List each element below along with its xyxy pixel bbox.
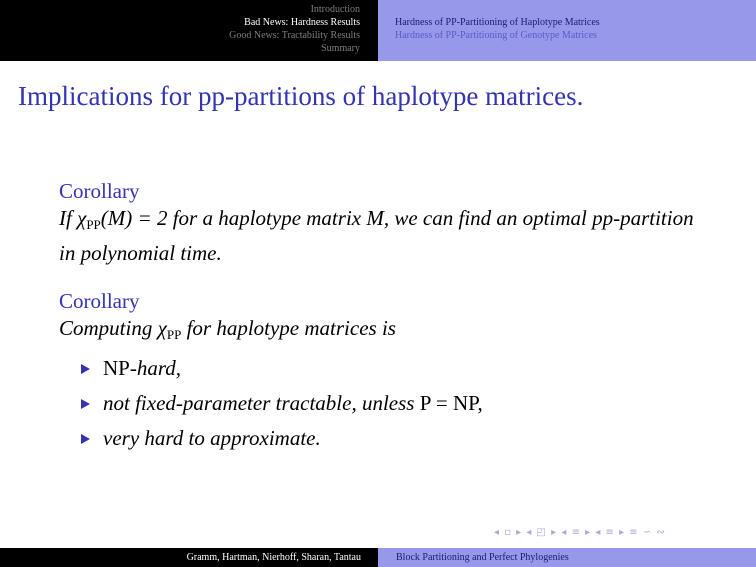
footer-authors: Gramm, Hartman, Nierhoff, Sharan, Tantau [0, 548, 378, 567]
corollary-text: If [59, 206, 78, 230]
nav-section-bad-news[interactable]: Bad News: Hardness Results [244, 17, 360, 28]
list-item [59, 386, 699, 421]
chi-subscript: PP [86, 217, 101, 232]
footline [0, 548, 756, 567]
corollary-title: Corollary [59, 289, 140, 313]
item-text: not fixed-parameter tractable, unless [103, 391, 420, 415]
chi-subscript: PP [166, 327, 182, 342]
chi-symbol: χ [157, 316, 167, 340]
item-text-upright: P = NP, [419, 391, 483, 415]
corollary-body [59, 204, 699, 268]
corollary-formula: (M) = 2 [100, 206, 168, 230]
item-text-upright: NP [103, 356, 130, 380]
nav-section-summary[interactable]: Summary [321, 43, 360, 54]
bullet-icon [81, 399, 90, 409]
corollary-block-1 [59, 178, 699, 268]
nav-subsection-haplotype[interactable]: Hardness of PP-Partitioning of Haplotype Matrices [395, 17, 600, 28]
corollary-text: for a haplotype matrix M, we can find an optimal pp-partition in polynomial time. [59, 206, 694, 265]
nav-section-good-news[interactable]: Good News: Tractability Results [229, 30, 360, 41]
section-navigation [0, 0, 378, 61]
corollary-body [59, 314, 699, 349]
subsection-navigation [378, 0, 756, 61]
bullet-icon [81, 434, 90, 444]
corollary-text: Computing [59, 316, 158, 340]
corollary-title: Corollary [59, 179, 140, 203]
nav-section-introduction[interactable]: Introduction [310, 4, 360, 15]
navigation-symbols[interactable]: ◂ ▫ ▸ ◂ ◰ ▸ ◂ ≡ ▸ ◂ ≡ ▸ ≡ ∽ ∾ [494, 527, 666, 538]
bullet-icon [81, 364, 90, 374]
list-item [59, 421, 699, 456]
frame-title: Implications for pp-partitions of haplotype matrices. [18, 81, 584, 111]
chi-symbol: χ [77, 206, 87, 230]
item-list [59, 351, 699, 456]
item-text: -hard, [129, 356, 181, 380]
item-text: very hard to approximate. [103, 426, 321, 450]
corollary-text: for haplotype matrices is [181, 316, 396, 340]
list-item [59, 351, 699, 386]
footer-title: Block Partitioning and Perfect Phylogenies [378, 548, 756, 567]
headline [0, 0, 756, 61]
corollary-block-2 [59, 288, 699, 456]
nav-subsection-genotype[interactable]: Hardness of PP-Partitioning of Genotype Matrices [395, 30, 597, 41]
